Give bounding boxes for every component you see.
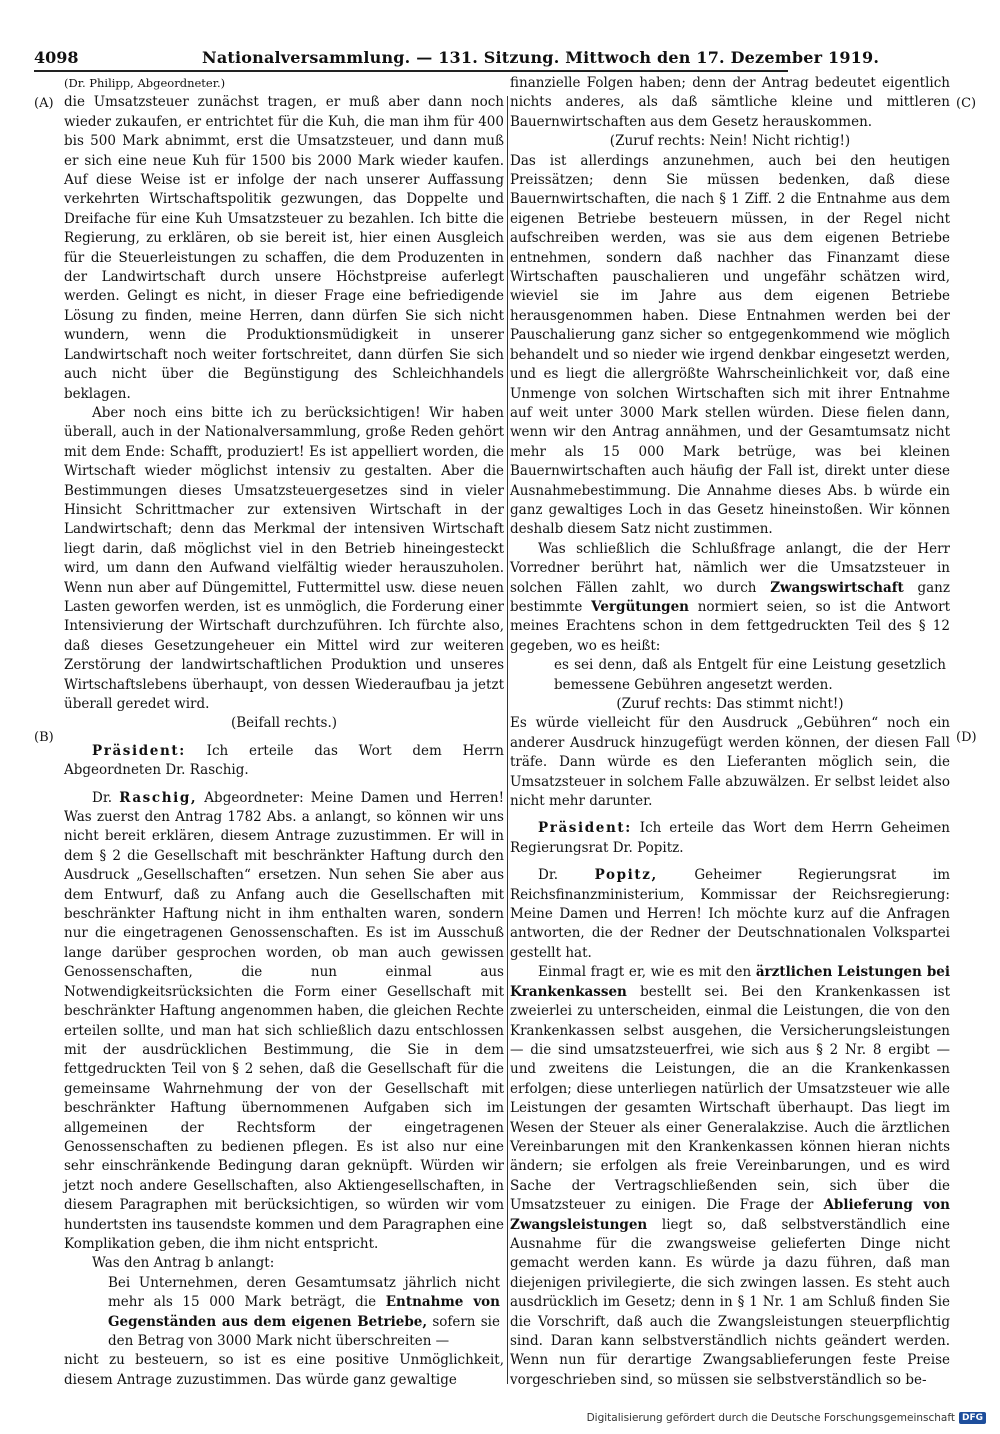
speaker-name: Präsident:: [538, 820, 632, 837]
speech-text: Abgeordneter: Meine Damen und Herren! Was zuerst den Antrag 1782 Abs. a anlangt, so können wir uns nicht bereit erklären, diesem Antrage zuzustimmen. Er will in dem § 2 die Gesellschaft mit beschränkter Haftung durch den Ausdruck „Gesellschaften“ ersetzen. Nun sehen Sie aber aus dem Entwurf, daß zu Anfang auch die Gesellschaften mit beschränkter Haftung nicht in ihm enthalten waren, sondern nur die eingetragenen Genossenschaften. Es ist im Ausschuß lange darüber gesprochen worden, ob man auch gewissen Genossenschaften, die nun einmal aus Notwendigkeitsrücksichten die Form einer Gesellschaft mit beschränkter Haftung angenommen haben, die gleichen Rechte erteilen sollte, und man hat sich schließlich dazu entschlossen mit der ausdrücklichen Bestimmung, die Sie in dem fettgedruckten Teil von § 2 sehen, daß die Gesellschaft für die gemeinsame Wahrnehmung der von der Gesellschaft mit beschränkter Haftung übernommenen Aufgaben sich im allgemeinen der Rechtsform der eingetragenen Genossenschaften zu bedienen pflegen. Es ist also nur eine sehr einschränkende Bedingung daran geknüpft. Würden wir jetzt noch andere Gesellschaften, also Aktiengesellschaften, in diesem Paragraphen mit berücksichtigen, so würden wir vom hundertsten ins tausendste kommen und dem Paragraphen eine Komplikation geben, die ihm nicht entspricht.: [64, 789, 505, 1252]
bold-term: Ablieferung von Zwangsleistungen: [510, 1197, 950, 1233]
popitz-paragraph: [510, 866, 950, 963]
margin-marker-c: (C): [956, 96, 977, 111]
paragraph: nicht zu besteuern, so ist es eine positive Unmöglichkeit, diesem Antrage zuzustimmen. Das würde ganz gewaltige: [64, 1352, 504, 1388]
text-run: Was schließlich die Schlußfrage anlangt, die der Herr Vorredner berührt hat, nämlich wer die Umsatzsteuer in solchen Fällen zahlt, wo durch: [510, 540, 950, 596]
margin-marker-d: (D): [956, 730, 977, 745]
text-run: liegt so, daß selbstverständlich eine Ausnahme für die zwangsweise gelieferten Dinge nicht gemacht werden kann. Es würde ja dazu führen, daß man diejenigen privilegierte, die sich zwingen lassen. Es steht auch ausdrücklich im Gesetz; denn in § 1 Nr. 1 am Schluß finden Sie die Vorschrift, daß auch die Zwangsleistungen steuerpflichtig sind. Daran kann selbstverständlich nichts geändert werden. Wenn nun für derartige Zwangsablieferungen feste Preise vorgeschrieben sind, so müssen sie selbstverständlich so be-: [510, 1216, 950, 1388]
speech-text: Ich erteile das Wort dem Herrn Abgeordneten Dr. Raschig.: [64, 742, 505, 779]
running-title: Nationalversammlung. — 131. Sitzung. Mittwoch den 17. Dezember 1919.: [202, 48, 880, 67]
speech-text: Ich erteile das Wort dem Herrn Geheimen Regierungsrat Dr. Popitz.: [510, 820, 950, 856]
quote-text: sofern sie den Betrag von 3000 Mark nicht überschreiten —: [108, 1313, 500, 1349]
raschig-paragraph: [64, 789, 504, 1255]
quote-text: Bei Unternehmen, deren Gesamtumsatz jährlich nicht mehr als 15 000 Mark beträgt, die: [108, 1274, 500, 1311]
paragraph: die Umsatzsteuer zunächst tragen, er muß aber dann noch wieder zukaufen, er entrichtet für die Kuh, die man ihm für 400 bis 500 Mark abnimmt, erst die Umsatzsteuer, und dann muß er sich eine neue Kuh für 1500 bis 2000 Mark wieder kaufen. Auf diese Weise ist er infolge der nach unserer Auffassung verkehrten Wirtschaftspolitik gezwungen, das Doppelte und Dreifache für eine Kuh Umsatzsteuer zu bezahlen. Ich bitte die Regierung, zu erklären, ob sie bereit ist, hier einen Ausgleich für die Steuerleistungen zu schaffen, die dem Produzenten in der Landwirtschaft durch unsere Höchstpreise auferlegt werden. Gelingt es nicht, in dieser Frage eine befriedigende Lösung zu finden, meine Herren, dann dürfen Sie sich nicht wundern, wenn die Produktionsmüdigkeit in unserer Landwirtschaft noch weiter fortschreitet, dann dürfen Sie sich auch nicht über die Begünstigung des Schleichhandels beklagen.: [64, 94, 504, 402]
digitization-footer: [587, 1412, 986, 1424]
quote-bold: Entnahme von Gegenständen aus dem eigenen Betriebe,: [108, 1294, 500, 1330]
column-divider: [507, 96, 508, 1384]
speech-text: Geheimer Regierungsrat im Reichsfinanzministerium, Kommissar der Reichsregierung: Meine Damen und Herren! Ich möchte kurz auf die Anfragen antworten, die der Redner der Deutschnationalen Volkspartei gestellt hat.: [510, 867, 951, 961]
page-number: 4098: [34, 48, 79, 67]
speaker-name: Popitz,: [594, 867, 658, 884]
margin-marker-b: (B): [34, 730, 54, 745]
interjection: (Beifall rechts.): [230, 715, 338, 732]
bold-term: ärztlichen Leistungen bei Krankenkassen: [510, 964, 950, 1000]
paragraph: finanzielle Folgen haben; denn der Antrag bedeutet eigentlich nichts anderes, als daß sämtliche kleine und mittleren Bauernwirtschaften aus dem Gesetz herauskommen.: [510, 75, 950, 130]
paragraph: Das ist allerdings anzunehmen, auch bei den heutigen Preissätzen; denn Sie müssen bedenken, daß diese Bauernwirtschaften, die nach § 1 Ziff. 2 die Entnahme aus dem eigenen Betriebe besteuern müssen, in der Regel nicht aufschreiben werden, was sie aus dem eigenen Betriebe entnehmen, sondern daß nachher das Finanzamt diese Wirtschaften pauschalieren und ungefähr schätzen wird, wieviel sie im Jahre aus dem eigenen Betriebe herausgenommen haben. Diese Entnahmen werden bei der Pauschalierung ganz sicher so entgegenkommend wie möglich behandelt und so nieder wie irgend denkbar eingesetzt werden, und es liegt die allergrößte Wahrscheinlichkeit vor, daß eine Unmenge von solchen Wirtschaften sich mit ihrer Entnahme auf weit unter 3000 Mark stellen würden. Diese fielen dann, wenn wir den Antrag annähmen, und der Gesamtumsatz nicht mehr als 15 000 Mark betrüge, was bei kleinen Bauernwirtschaften auch häufig der Fall ist, direkt unter diese Ausnahmebestimmung. Die Annahme dieses Abs. b würde ein ganz gewaltiges Loch in das Gesetz hineinstoßen. Wir können deshalb diesem Satz nicht zustimmen.: [510, 152, 950, 538]
text-run: bestellt sei. Bei den Krankenkassen ist zweierlei zu unterscheiden, einmal die Leistungen, die von den Krankenkassen selbst ausgehen, die Versicherungsleistungen — die sind umsatzsteuerfrei, wie sich aus § 2 Nr. 8 ergibt — und zweitens die Leistungen, die an die Krankenkassen erfolgen; diese unterliegen natürlich der Umsatzsteuer wie alle Leistungen der gesamten Wirtschaft überhaupt. Das liegt im Wesen der Steuer als einer Generalakzise. Auch die ärztlichen Vereinbarungen mit den Krankenkassen können hieran nichts ändern; sie erfolgen als freie Vereinbarungen, und es wird Sache der Vertragschließenden sein, sich über die Umsatzsteuer zu einigen. Die Frage der: [510, 983, 951, 1214]
interjection: (Zuruf rechts: Nein! Nicht richtig!): [609, 133, 851, 150]
text-run: Einmal fragt er, wie es mit den: [538, 964, 752, 981]
block-quote: es sei denn, daß als Entgelt für eine Leistung gesetzlich bemessene Gebühren angesetzt werden.: [554, 657, 946, 693]
left-column: [64, 74, 504, 1390]
dfg-logo-icon: DFG: [959, 1412, 986, 1424]
paragraph: Aber noch eins bitte ich zu berücksichtigen! Wir haben überall, auch in der Nationalversammlung, große Reden gehört mit dem Ende: Schafft, produziert! Es ist appelliert worden, die Wirtschaft wieder möglichst intensiv zu gestalten. Aber die Bestimmungen dieses Umsatzsteuergesetzes sind in vieler Hinsicht Schrittmacher zur extensiven Wirtschaft in der Landwirtschaft; denn das Merkmal der intensiven Wirtschaft liegt darin, daß möglichst viel in den Betrieb hineingesteckt wird, um dann den Aufwand vielfältig wieder herauszuholen. Wenn nun aber auf Düngemittel, Futtermittel usw. diese neuen Lasten geworfen werden, ist es unmöglich, die Forderung einer Intensivierung der Wirtschaft durchzuführen. Ich fürchte also, daß dieses Gesetzungeheuer ein Mittel wird zur weiteren Zerstörung der landwirtschaftlichen Produktion und unseres Wirtschaftslebens überhaupt, von dessen Wiederaufbau ja jetzt überall geredet wird.: [64, 404, 504, 712]
text-run: normiert seien, so ist die Antwort meines Erachtens schon in dem fettgedruckten Teil des § 12 gegeben, wo es heißt:: [510, 598, 951, 654]
speaker-name: Präsident:: [92, 742, 186, 759]
continuation-head: (Dr. Philipp, Abgeordneter.): [64, 76, 226, 90]
page-header: [34, 42, 976, 68]
text-run: ganz bestimmte: [510, 579, 950, 615]
header-rule: [34, 70, 788, 72]
interjection: (Zuruf rechts: Das stimmt nicht!): [616, 696, 844, 712]
speaker-name: Raschig,: [119, 789, 198, 806]
right-column: [510, 74, 950, 1390]
paragraph: Es würde vielleicht für den Ausdruck „Gebühren“ noch ein anderer Ausdruck hinzugefügt werden können, der diesen Fall träfe. Dann würde es den Lieferanten möglich sein, die Umsatzsteuer in solchem Falle abzuwälzen. Er selbst leidet also nicht mehr darunter.: [510, 715, 950, 810]
president-paragraph: [64, 742, 504, 781]
president-paragraph: [510, 819, 950, 858]
block-quote: [108, 1274, 500, 1352]
bold-term: Zwangswirtschaft: [770, 579, 904, 596]
paragraph: [510, 963, 950, 1390]
speaker-prefix: Dr.: [538, 867, 559, 884]
bold-term: Vergütungen: [591, 598, 689, 615]
paragraph: Was den Antrag b anlangt:: [92, 1255, 275, 1272]
margin-marker-a: (A): [34, 96, 54, 111]
paragraph: [510, 540, 950, 656]
footer-text: Digitalisierung gefördert durch die Deutsche Forschungsgemeinschaft: [586, 1412, 955, 1424]
speaker-prefix: Dr.: [92, 789, 113, 806]
